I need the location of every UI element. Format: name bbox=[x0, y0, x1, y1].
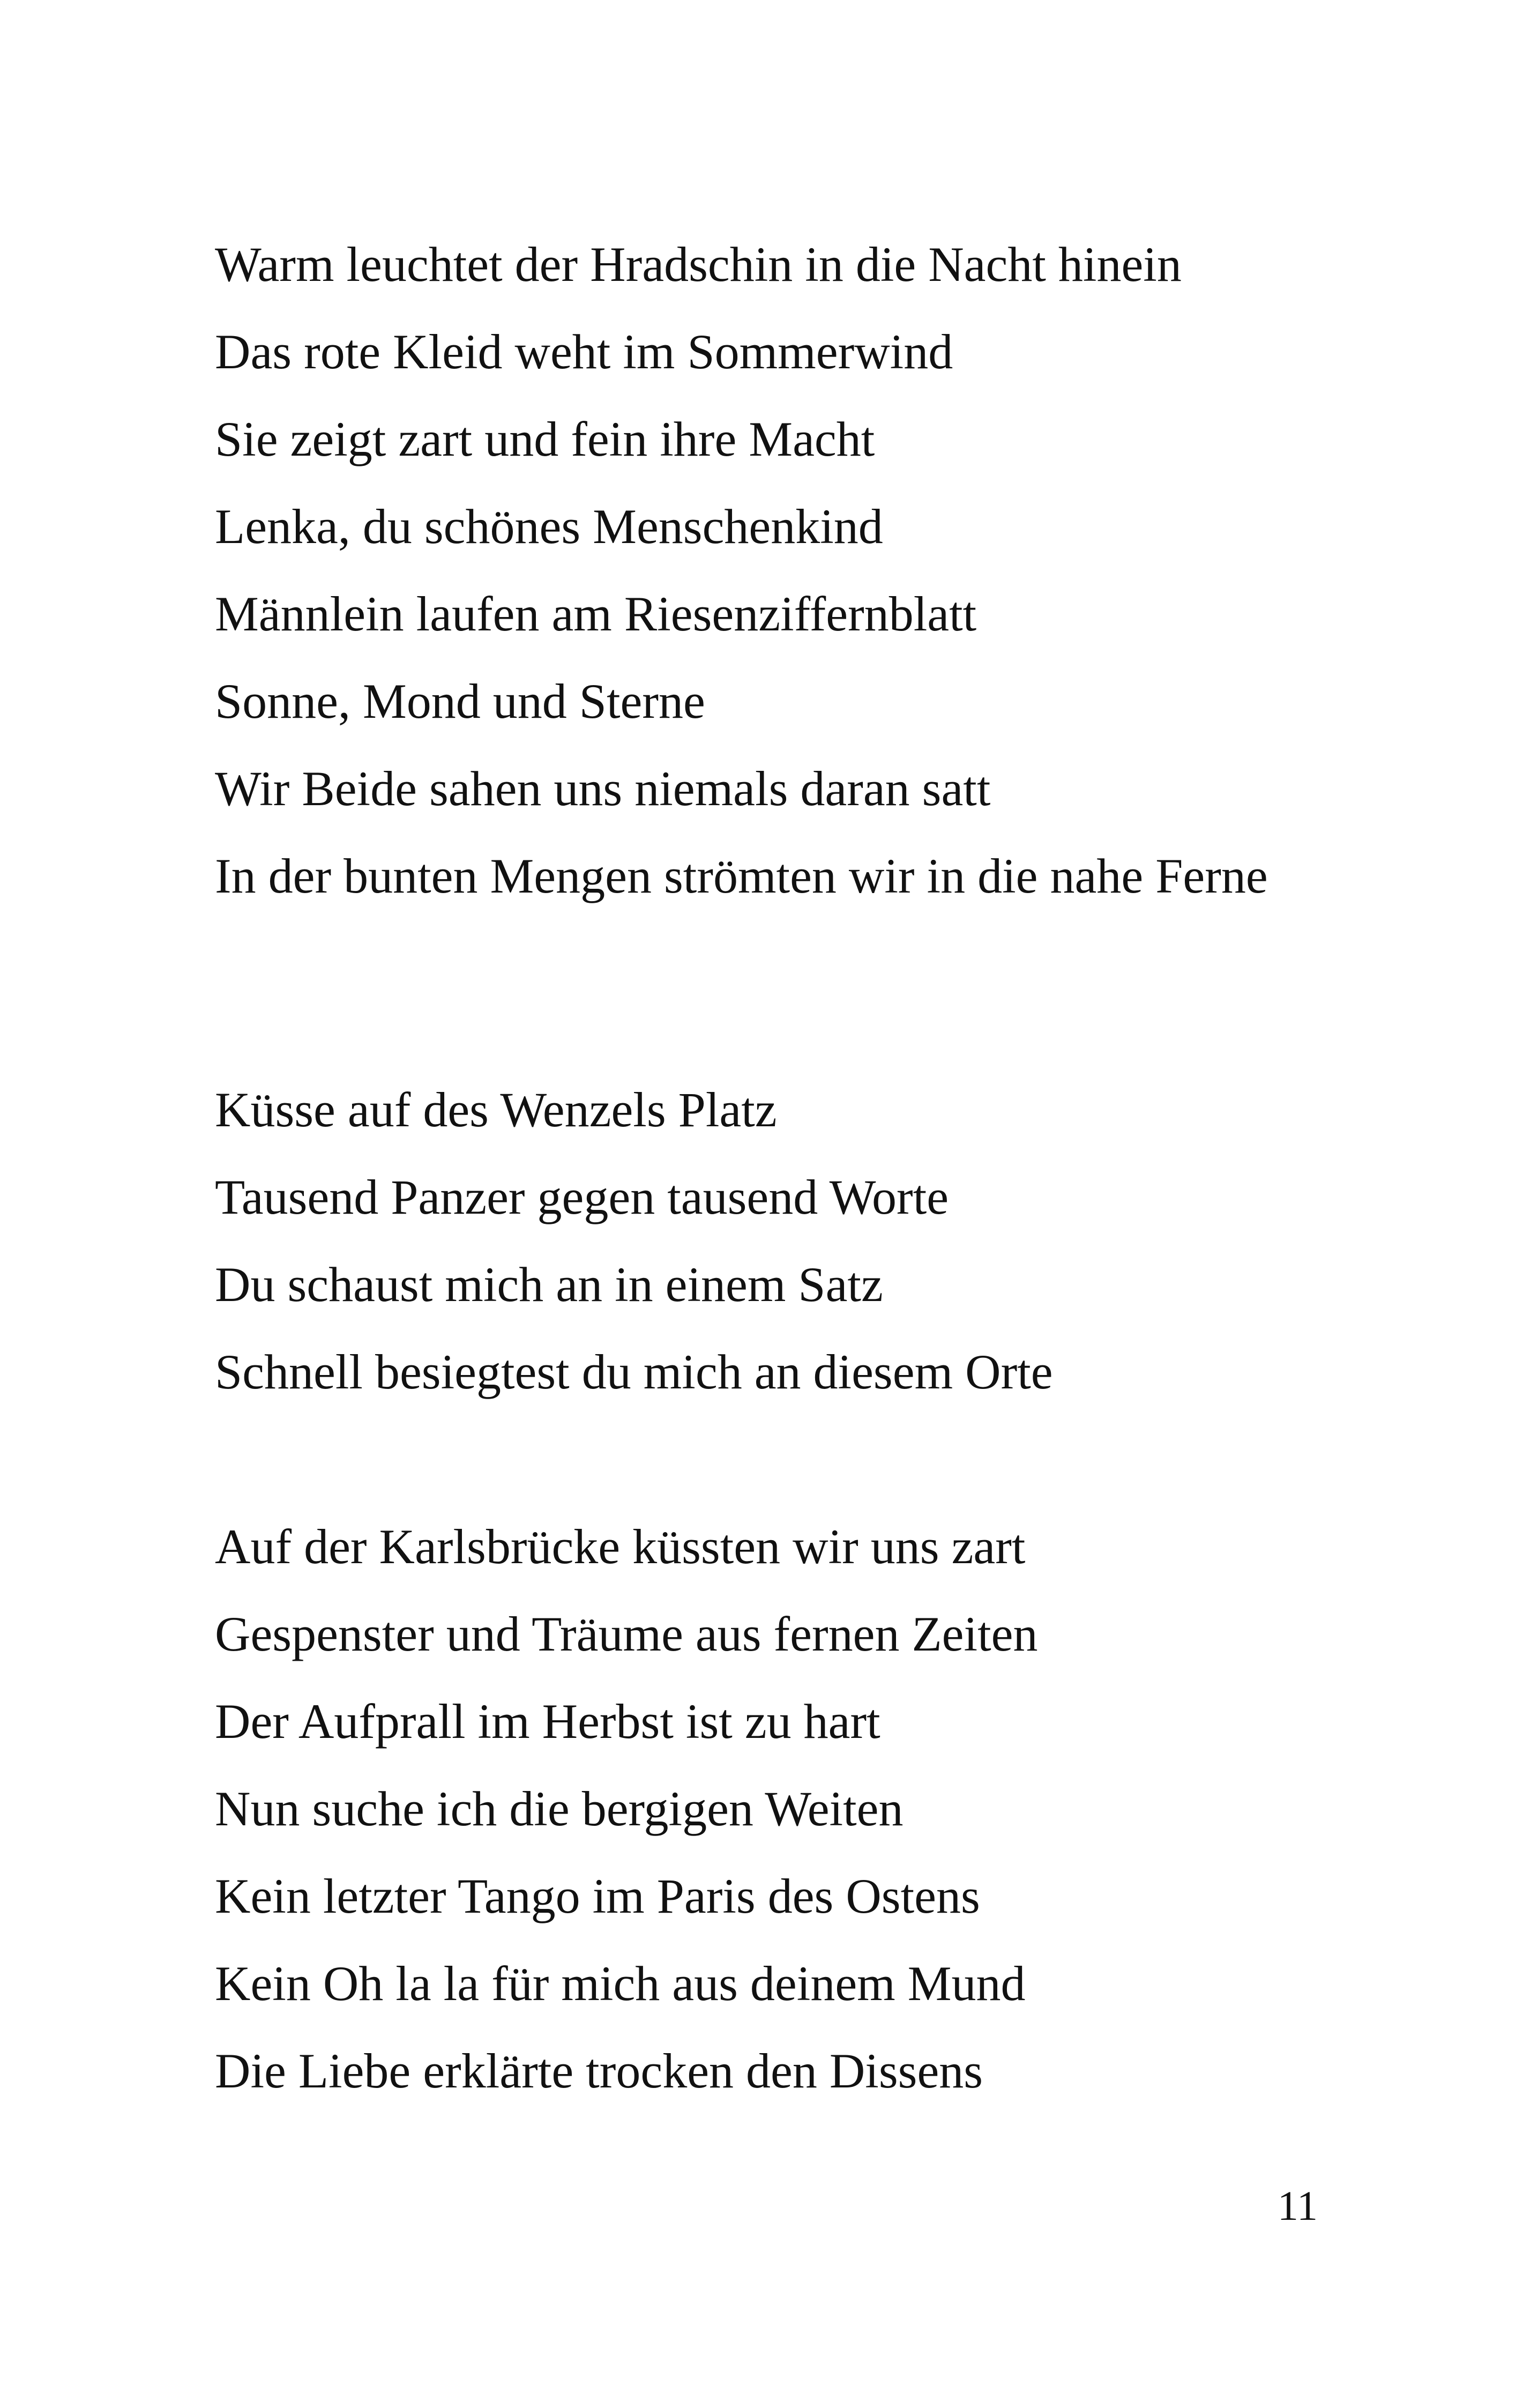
poem-line: Männlein laufen am Riesenziffernblatt bbox=[215, 586, 977, 641]
poem-line: Wir Beide sahen uns niemals daran satt bbox=[215, 761, 991, 816]
poem-line: In der bunten Mengen strömten wir in die nahe Ferne bbox=[215, 849, 1268, 903]
poem-line: Der Aufprall im Herbst ist zu hart bbox=[215, 1694, 880, 1749]
page-number: 11 bbox=[1277, 2182, 1318, 2229]
poem-line: Warm leuchtet der Hradschin in die Nacht hinein bbox=[215, 237, 1182, 292]
poem-line: Die Liebe erklärte trocken den Dissens bbox=[215, 2043, 983, 2098]
poem-line: Lenka, du schönes Menschenkind bbox=[215, 499, 883, 554]
poem-line: Nun suche ich die bergigen Weiten bbox=[215, 1781, 904, 1836]
poem-line: Tausend Panzer gegen tausend Worte bbox=[215, 1170, 949, 1224]
poem-line: Sie zeigt zart und fein ihre Macht bbox=[215, 412, 875, 466]
poem-line: Kein Oh la la für mich aus deinem Mund bbox=[215, 1956, 1026, 2011]
poem-line: Sonne, Mond und Sterne bbox=[215, 674, 705, 729]
poem-line: Auf der Karlsbrücke küssten wir uns zart bbox=[215, 1519, 1026, 1574]
poem-line: Gespenster und Träume aus fernen Zeiten bbox=[215, 1607, 1038, 1661]
poem-line: Du schaust mich an in einem Satz bbox=[215, 1257, 883, 1312]
poem-line: Schnell besiegtest du mich an diesem Orte bbox=[215, 1344, 1053, 1399]
poem-line: Das rote Kleid weht im Sommerwind bbox=[215, 324, 953, 379]
poem-line: Kein letzter Tango im Paris des Ostens bbox=[215, 1869, 980, 1923]
poem-line: Küsse auf des Wenzels Platz bbox=[215, 1082, 777, 1137]
